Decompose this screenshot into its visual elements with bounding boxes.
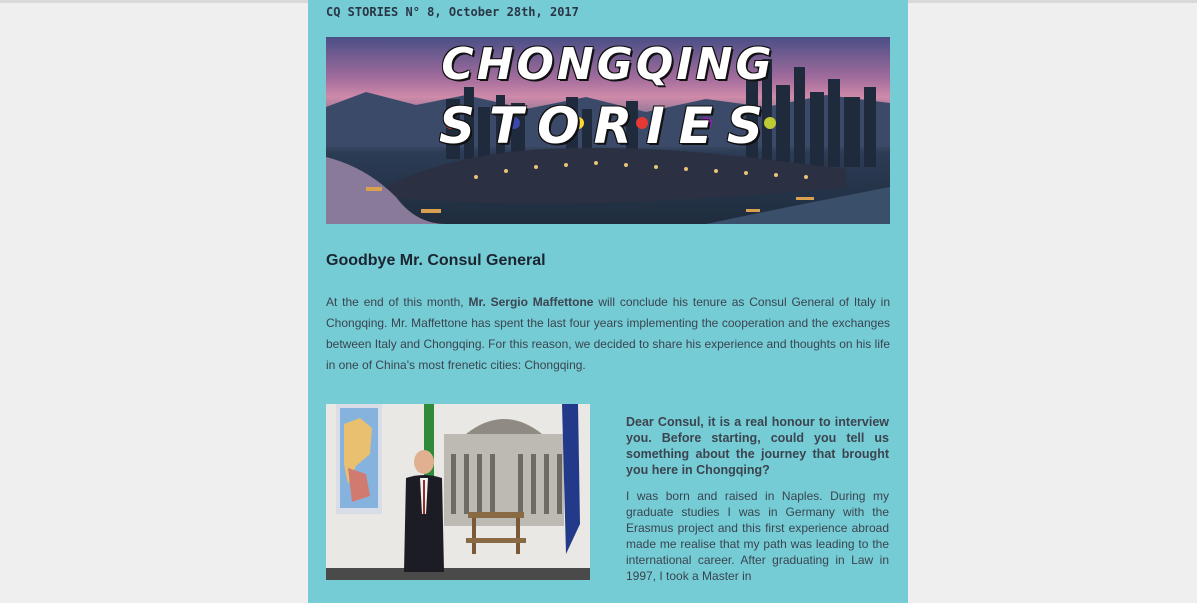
banner-image [326,37,890,224]
consul-photo-illustration [326,404,590,580]
interview-question: Dear Consul, it is a real honour to interview you. Before starting, could you tell us something about the journey that brought you here in Chongqing? [626,415,889,477]
issue-line: CQ STORIES N° 8, October 28th, 2017 [326,5,579,19]
article-headline: Goodbye Mr. Consul General [326,252,546,269]
consul-photo [326,404,590,580]
consul-name: Mr. Sergio Maffettone [468,295,594,309]
article-intro [326,292,890,376]
interview-answer: I was born and raised in Naples. During my graduate studies I was in Germany with the Erasmus project and this first experience abroad made me realise that my path was leading to the international career. After graduating in Law in 1997, I took a Master in [626,489,889,583]
banner-title-line2: STORIES [439,97,777,155]
intro-text-end: will conclude his tenure as Consul General of Italy in Chongqing. Mr. Maffettone has spent the last four years implementing the cooperation and the exchanges between Italy and Chongqing. For this reason, we decided to share his experience and thoughts on his life in one of China's most frenetic cities: Chongqing. [326,295,891,372]
intro-text-start: At the end of this month, [326,295,469,309]
newsletter-card [308,0,908,603]
banner-title-line1: CHONGQING [441,39,775,90]
